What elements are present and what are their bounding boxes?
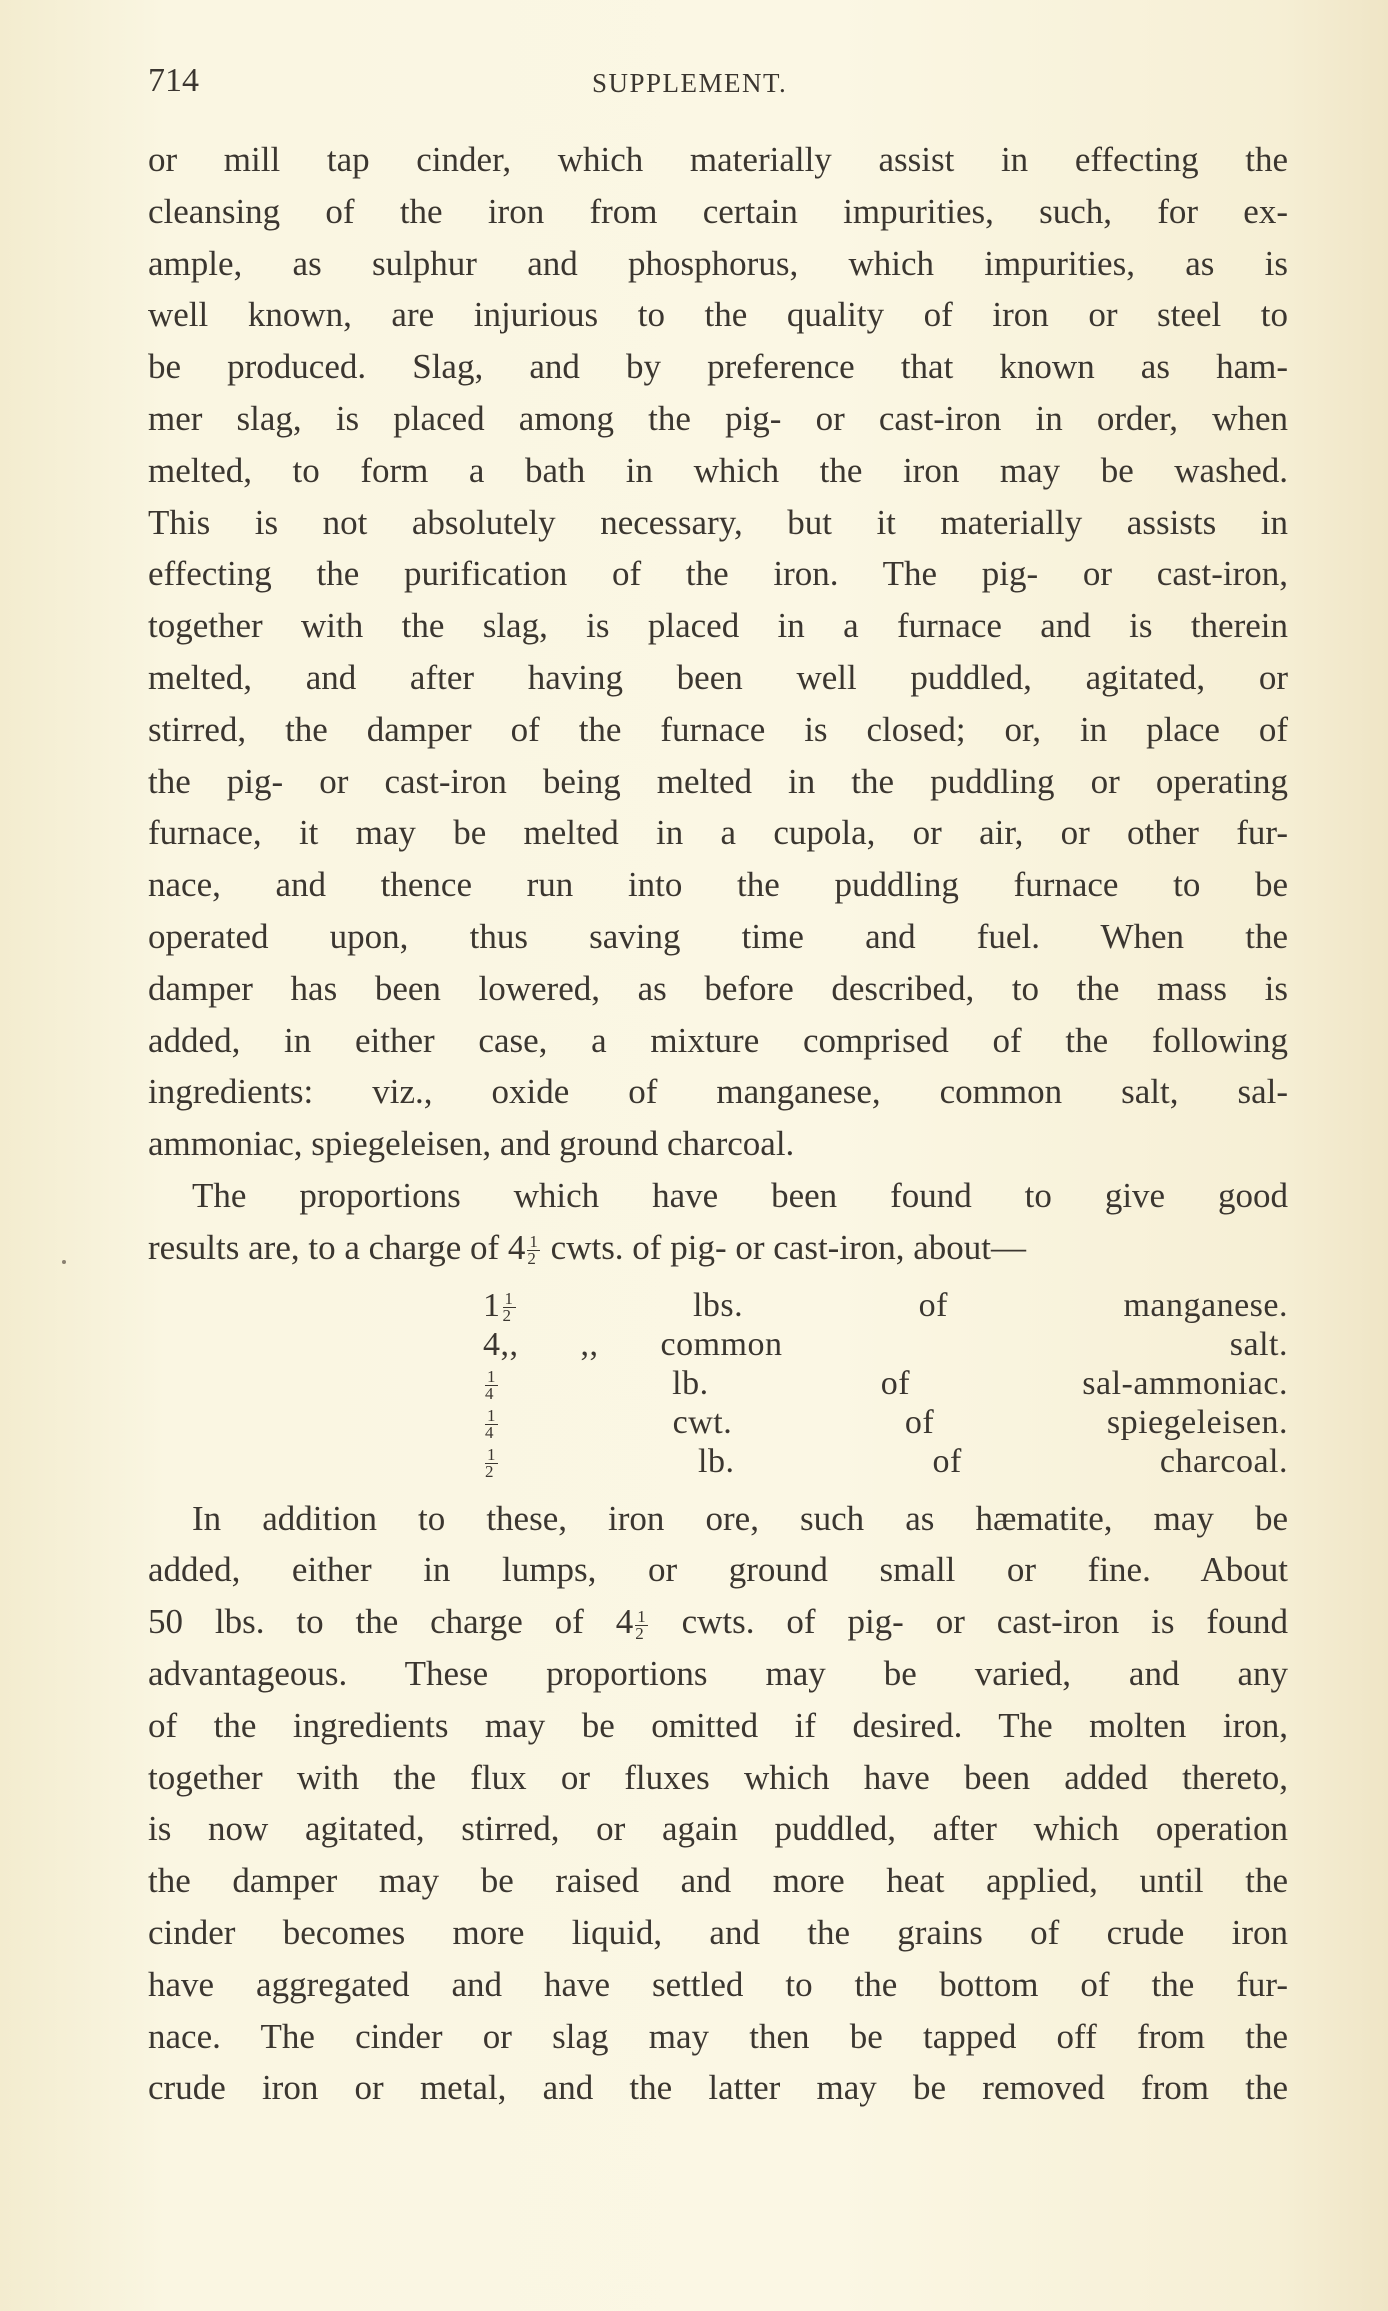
fraction-numerator: 1 xyxy=(487,1406,496,1426)
book-page xyxy=(148,62,1288,2114)
ingredient-item xyxy=(483,1442,1288,1481)
text-line: furnace, it may be melted in a cupola, or air, or other fur- xyxy=(148,813,1288,853)
text-line: operated upon, thus saving time and fuel. When the xyxy=(148,916,1288,956)
fraction-denominator: 2 xyxy=(635,1623,644,1643)
body-text xyxy=(148,134,1288,2114)
fraction xyxy=(527,1234,540,1267)
text-line xyxy=(148,1222,1288,1274)
quantity-whole: 1 xyxy=(483,1286,501,1324)
paragraph-2 xyxy=(148,1170,1288,1274)
fraction-numerator: 1 xyxy=(637,1606,646,1626)
fraction-numerator: 1 xyxy=(529,1232,538,1252)
text-line: damper has been lowered, as before described, to the mass is xyxy=(148,968,1288,1008)
ditto-mark: ,, xyxy=(500,1325,519,1363)
text-line: crude iron or metal, and the latter may be removed from the xyxy=(148,2068,1288,2108)
fraction-numerator: 1 xyxy=(487,1445,496,1465)
ingredient-text: lb. of charcoal. xyxy=(500,1442,1288,1480)
text-line: added, either in lumps, or ground small or fine. About xyxy=(148,1550,1288,1590)
text-fragment: cwts. of pig- or cast-iron is found xyxy=(649,1602,1288,1642)
text-line: The proportions which have been found to give good xyxy=(192,1175,1288,1215)
text-line: advantageous. These proportions may be varied, and any xyxy=(148,1653,1288,1693)
fraction xyxy=(503,1291,516,1324)
fraction-denominator: 2 xyxy=(502,1306,512,1326)
text-line: effecting the purification of the iron. The pig- or cast-iron, xyxy=(148,554,1288,594)
text-line: together with the flux or fluxes which have been added thereto, xyxy=(148,1757,1288,1797)
text-line: ample, as sulphur and phosphorus, which impurities, as is xyxy=(148,243,1288,283)
paragraph-1 xyxy=(148,134,1288,1170)
text-line: This is not absolutely necessary, but it materially assists in xyxy=(148,502,1288,542)
ingredient-item xyxy=(483,1364,1288,1403)
fraction xyxy=(635,1606,648,1643)
text-line: melted, to form a bath in which the iron may be washed. xyxy=(148,450,1288,490)
text-line: have aggregated and have settled to the bottom of the fur- xyxy=(148,1964,1288,2004)
fraction xyxy=(485,1408,498,1441)
text-fragment: cwts. of pig- or cast-iron, about— xyxy=(541,1227,1026,1267)
fraction-numerator: 1 xyxy=(504,1289,514,1309)
text-line: melted, and after having been well puddled, agitated, or xyxy=(148,657,1288,697)
stray-ink-mark xyxy=(62,1260,66,1264)
ingredient-item xyxy=(483,1286,1288,1325)
ditto-mark: ,, xyxy=(580,1325,599,1363)
fraction xyxy=(485,1369,498,1402)
ingredient-text: lbs. of manganese. xyxy=(517,1286,1288,1324)
text-line: well known, are injurious to the quality of iron or steel to xyxy=(148,295,1288,335)
fraction-denominator: 2 xyxy=(527,1249,536,1269)
paragraph-3 xyxy=(148,1493,1288,2115)
text-line: the damper may be raised and more heat applied, until the xyxy=(148,1861,1288,1901)
fraction-denominator: 4 xyxy=(485,1423,494,1443)
text-line: of the ingredients may be omitted if desired. The molten iron, xyxy=(148,1705,1288,1745)
text-line: In addition to these, iron ore, such as hæmatite, may be xyxy=(192,1498,1288,1538)
text-fragment: results are, to a charge of 4 xyxy=(148,1227,526,1267)
text-line: the pig- or cast-iron being melted in the puddling or operating xyxy=(148,761,1288,801)
text-line: cinder becomes more liquid, and the grains of crude iron xyxy=(148,1912,1288,1952)
text-line: nace. The cinder or slag may then be tapped off from the xyxy=(148,2016,1288,2056)
fraction-numerator: 1 xyxy=(487,1367,496,1387)
text-line: added, in either case, a mixture comprised of the following xyxy=(148,1020,1288,1060)
text-line xyxy=(148,1596,1288,1648)
ingredient-text: cwt. of spiegeleisen. xyxy=(500,1403,1288,1441)
ingredient-text: lb. of sal-ammoniac. xyxy=(500,1364,1288,1402)
fraction xyxy=(485,1447,498,1480)
text-line: mer slag, is placed among the pig- or cast-iron in order, when xyxy=(148,398,1288,438)
ingredient-text: common salt. xyxy=(660,1325,1288,1363)
running-head xyxy=(148,62,1288,106)
text-line: together with the slag, is placed in a furnace and is therein xyxy=(148,606,1288,646)
fraction-denominator: 4 xyxy=(485,1384,494,1404)
text-fragment: 50 lbs. to the charge of 4 xyxy=(148,1602,634,1642)
text-line: is now agitated, stirred, or again puddled, after which operation xyxy=(148,1809,1288,1849)
fraction-denominator: 2 xyxy=(485,1462,494,1482)
page-number: 714 xyxy=(148,62,199,99)
quantity-whole: 4 xyxy=(483,1325,501,1363)
ingredient-item xyxy=(483,1325,1288,1364)
ingredient-item xyxy=(483,1403,1288,1442)
text-line: ammoniac, spiegeleisen, and ground charcoal. xyxy=(148,1124,795,1164)
text-line: be produced. Slag, and by preference that known as ham- xyxy=(148,347,1288,387)
ingredients-list xyxy=(483,1286,1288,1481)
text-line: nace, and thence run into the puddling furnace to be xyxy=(148,865,1288,905)
text-line: cleansing of the iron from certain impurities, such, for ex- xyxy=(148,191,1288,231)
text-line: ingredients: viz., oxide of manganese, common salt, sal- xyxy=(148,1072,1288,1112)
section-title: SUPPLEMENT. xyxy=(592,68,788,98)
text-line: stirred, the damper of the furnace is closed; or, in place of xyxy=(148,709,1288,749)
text-line: or mill tap cinder, which materially assist in effecting the xyxy=(148,140,1288,179)
